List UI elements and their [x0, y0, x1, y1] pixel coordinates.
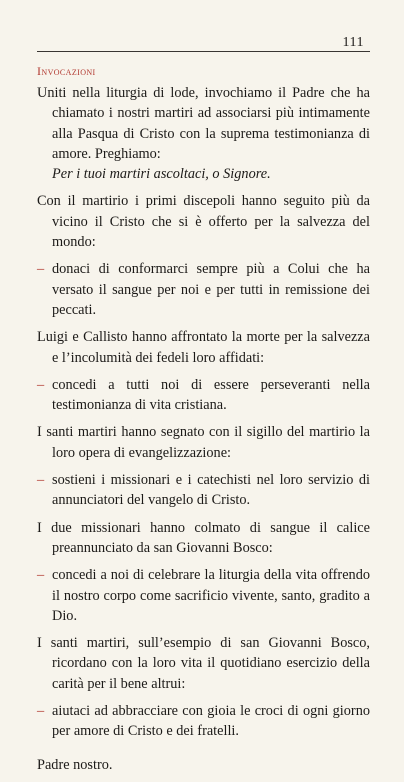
petition-text: sostieni i missionari e i catechisti nel loro servizio di annunciatori del vangelo di Cristo.	[52, 472, 370, 509]
closing-line: Padre nostro.	[37, 756, 113, 773]
intro-paragraph	[37, 83, 370, 184]
petition-text: aiutaci ad abbracciare con gioia le croci di ogni giorno per amore di Cristo e dei fratelli.	[52, 703, 370, 740]
intro-text: Uniti nella liturgia di lode, invochiamo il Padre che ha chiamato i nostri martiri ad associarsi più intimamente alla Pasqua di Cristo con la suprema testimonianza di amore. Preghiamo:	[37, 85, 370, 162]
petition-5	[37, 701, 370, 742]
dash-marker: –	[37, 376, 45, 393]
section-title: Invocazioni	[37, 64, 96, 78]
dash-marker: –	[37, 261, 45, 278]
dash-marker: –	[37, 567, 45, 584]
dash-marker: –	[37, 703, 45, 720]
petition-2	[37, 375, 370, 416]
petition-text: donaci di conformarci sempre più a Colui che ha versato il sangue per noi e per tutti in remissione dei peccati.	[52, 261, 370, 318]
intention-2: Luigi e Callisto hanno affrontato la morte per la salvezza e l’incolumità dei fedeli loro affidati:	[37, 329, 370, 366]
header-rule	[37, 51, 370, 52]
response-line: Per i tuoi martiri ascoltaci, o Signore.	[52, 166, 271, 183]
intention-5: I santi martiri, sull’esempio di san Giovanni Bosco, ricordano con la loro vita il quotidiano esercizio della carità per il bene altrui:	[37, 635, 370, 692]
petition-3	[37, 470, 370, 511]
intention-3: I santi martiri hanno segnato con il sigillo del martirio la loro opera di evangelizzazione:	[37, 424, 370, 461]
dash-marker: –	[37, 472, 45, 489]
petition-text: concedi a noi di celebrare la liturgia della vita offrendo il nostro corpo come sacrificio vivente, santo, gradito a Dio.	[52, 567, 370, 624]
petition-4	[37, 565, 370, 626]
page-number: 111	[342, 35, 364, 50]
prayer-content	[37, 83, 370, 782]
petition-1	[37, 259, 370, 320]
intention-1: Con il martirio i primi discepoli hanno seguito più da vicino il Cristo che si è offerto per la salvezza del mondo:	[37, 193, 370, 251]
intention-4: I due missionari hanno colmato di sangue il calice preannunciato da san Giovanni Bosco:	[37, 519, 370, 556]
petition-text: concedi a tutti noi di essere perseveranti nella testimonianza di vita cristiana.	[52, 376, 370, 414]
